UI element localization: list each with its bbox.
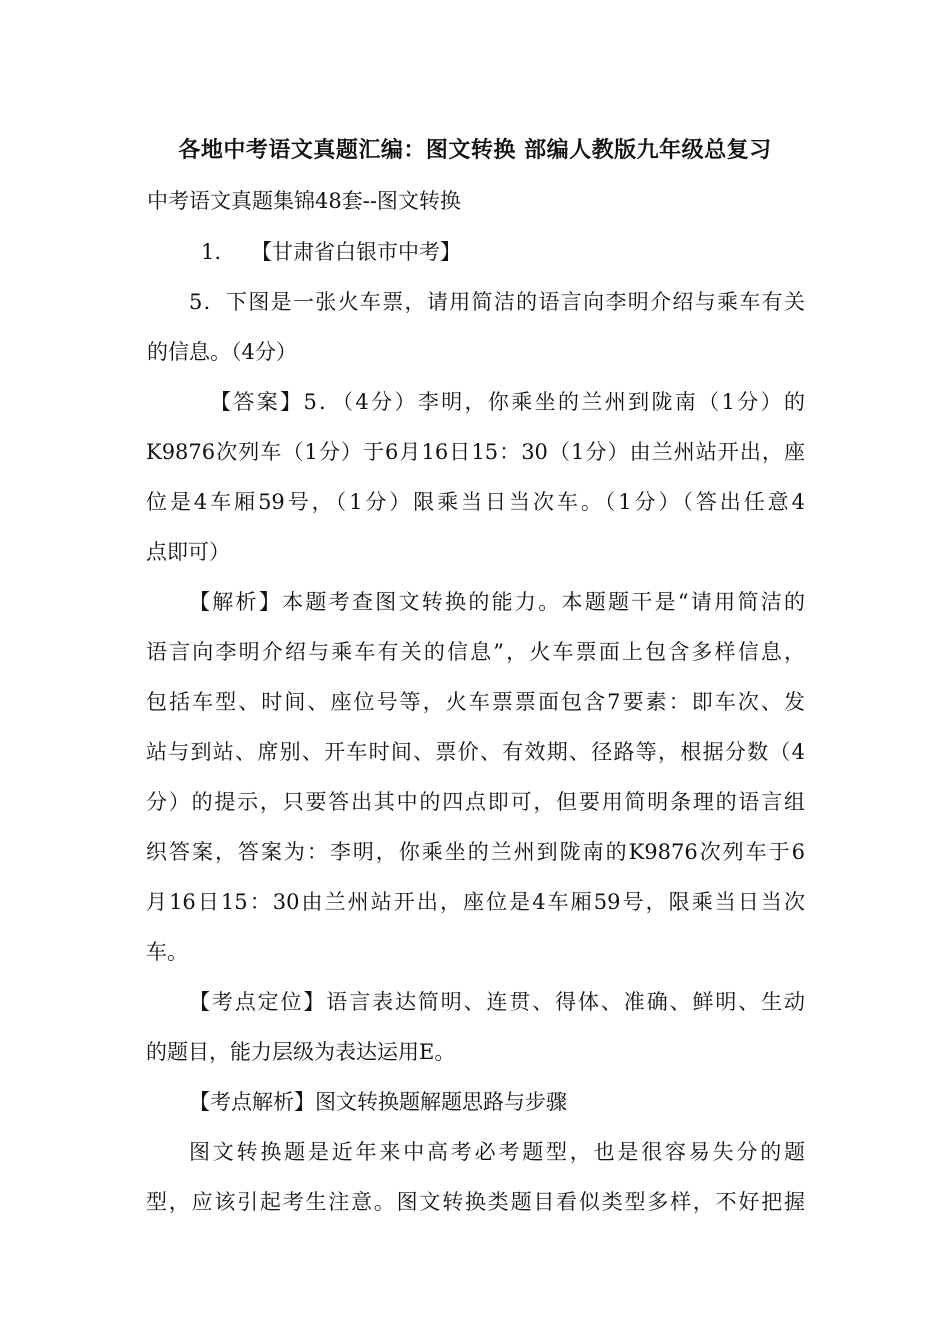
item-source: 【甘肃省白银市中考】 bbox=[251, 240, 461, 264]
analysis-line: 站与到站、席别、开车时间、票价、有效期、径路等，根据分数（4 bbox=[146, 740, 805, 764]
document-title: 各地中考语文真题汇编：图文转换 部编人教版九年级总复习 bbox=[178, 138, 772, 163]
document-subtitle: 中考语文真题集锦48套--图文转换 bbox=[147, 189, 461, 213]
question-line: 的信息。（4分） bbox=[147, 340, 297, 364]
item-number: 1. bbox=[201, 240, 222, 264]
answer-line: K9876次列车（1分）于6月16日15：30（1分）由兰州站开出，座 bbox=[146, 440, 805, 464]
analysis-line: 语言向李明介绍与乘车有关的信息”，火车票面上包含多样信息， bbox=[146, 640, 805, 664]
answer-line: 点即可） bbox=[146, 540, 230, 564]
analysis-line: 织答案，答案为：李明，你乘坐的兰州到陇南的K9876次列车于6 bbox=[146, 840, 805, 864]
body-line: 图文转换题是近年来中高考必考题型，也是很容易失分的题 bbox=[189, 1140, 805, 1164]
analysis-line: 【解析】本题考查图文转换的能力。本题题干是“请用简洁的 bbox=[189, 590, 805, 614]
positioning-line: 的题目，能力层级为表达运用E。 bbox=[146, 1040, 456, 1064]
positioning-line: 【考点定位】语言表达简明、连贯、得体、准确、鲜明、生动 bbox=[189, 990, 805, 1014]
point-analysis-heading: 【考点解析】图文转换题解题思路与步骤 bbox=[189, 1090, 567, 1114]
answer-line: 【答案】5．（4分）李明，你乘坐的兰州到陇南（1分）的 bbox=[210, 390, 805, 414]
analysis-line: 月16日15：30由兰州站开出，座位是4车厢59号，限乘当日当次 bbox=[146, 890, 805, 914]
analysis-line: 车。 bbox=[146, 940, 188, 964]
analysis-line: 分）的提示，只要答出其中的四点即可，但要用简明条理的语言组 bbox=[146, 790, 805, 814]
answer-line: 位是4车厢59号，（1分）限乘当日当次车。（1分）（答出任意4 bbox=[146, 490, 805, 514]
analysis-line: 包括车型、时间、座位号等，火车票票面包含7要素：即车次、发 bbox=[146, 690, 805, 714]
body-line: 型，应该引起考生注意。图文转换类题目看似类型多样，不好把握 bbox=[146, 1190, 805, 1214]
question-line: 5．下图是一张火车票，请用简洁的语言向李明介绍与乘车有关 bbox=[189, 290, 805, 314]
